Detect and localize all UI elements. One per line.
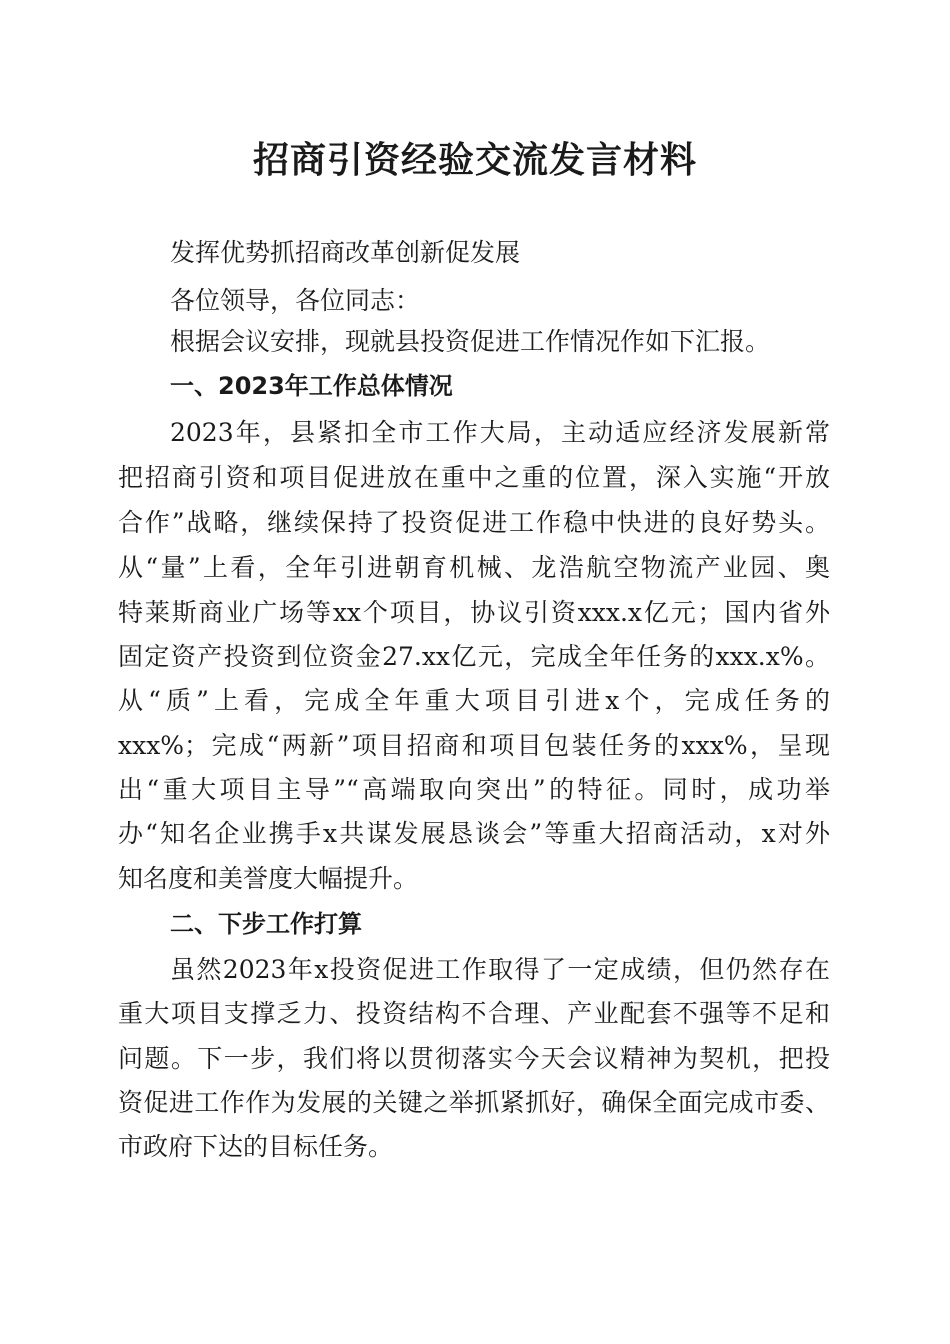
section-1-line: 从“质”上看，完成全年重大项目引进x个，完成任务的 [118,686,830,715]
section-1-line: 特莱斯商业广场等xx个项目，协议引资xxx.x亿元；国内省外 [118,598,830,627]
section-2-heading: 二、下步工作打算 [170,910,362,938]
document-subtitle: 发挥优势抓招商改革创新促发展 [170,238,521,267]
section-1-line: 合作”战略，继续保持了投资促进工作稳中快进的良好势头。 [118,508,830,537]
section-2-line: 资促进工作作为发展的关键之举抓紧抓好，确保全面完成市委、 [118,1088,830,1117]
section-2-line: 虽然2023年x投资促进工作取得了一定成绩，但仍然存在 [170,955,830,984]
section-1-line: 2023年，县紧扣全市工作大局，主动适应经济发展新常 [170,418,830,447]
section-1-line: xxx%；完成“两新”项目招商和项目包装任务的xxx%，呈现 [118,731,830,760]
section-1-heading: 一、2023年工作总体情况 [170,372,453,400]
section-1-line: 办“知名企业携手x共谋发展恳谈会”等重大招商活动，x对外 [118,819,830,848]
salutation: 各位领导，各位同志： [170,286,421,315]
section-1-line: 从“量”上看，全年引进朝育机械、龙浩航空物流产业园、奥 [118,553,830,582]
section-2-line: 问题。下一步，我们将以贯彻落实今天会议精神为契机，把投 [118,1044,830,1073]
section-2-line: 市政府下达的目标任务。 [118,1132,394,1161]
section-2-line: 重大项目支撑乏力、投资结构不合理、产业配套不强等不足和 [118,999,830,1028]
section-1-line: 知名度和美誉度大幅提升。 [118,864,419,893]
section-1-line: 固定资产投资到位资金27.xx亿元，完成全年任务的xxx.x%。 [118,642,830,671]
intro-paragraph: 根据会议安排，现就县投资促进工作情况作如下汇报。 [170,327,771,356]
section-1-line: 把招商引资和项目促进放在重中之重的位置，深入实施“开放 [118,463,830,492]
section-1-line: 出“重大项目主导”“高端取向突出”的特征。同时，成功举 [118,775,830,804]
document-title: 招商引资经验交流发言材料 [252,139,697,181]
